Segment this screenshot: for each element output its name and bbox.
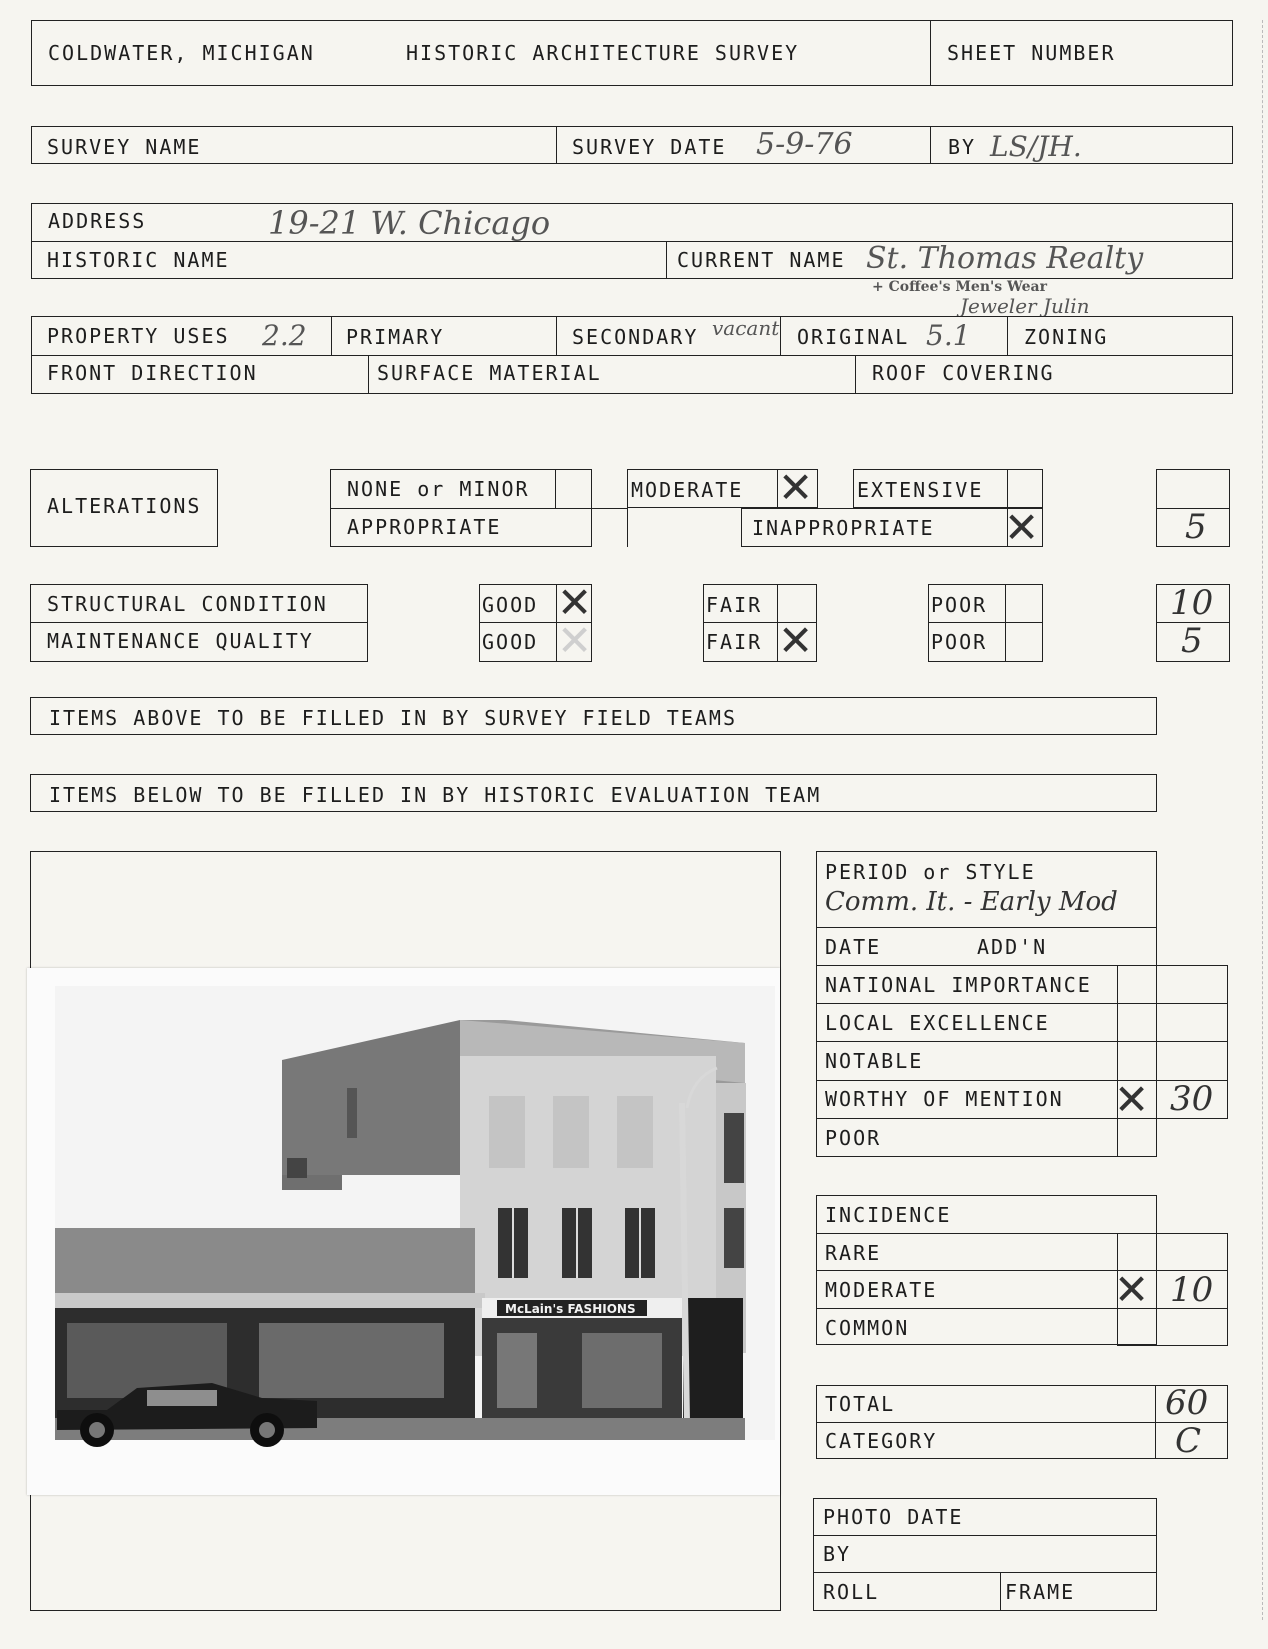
incidence-moderate-label: MODERATE (825, 1278, 938, 1302)
survey-name-label: SURVEY NAME (47, 135, 202, 159)
period-style-value: Comm. It. - Early Mod (825, 887, 1118, 917)
alterations-label: ALTERATIONS (47, 494, 202, 518)
roof-covering-label: ROOF COVERING (872, 361, 1055, 385)
maintenance-poor-label: POOR (931, 630, 988, 654)
none-minor-label: NONE or MINOR (347, 477, 530, 501)
worthy-check-icon: ✕ (1114, 1075, 1150, 1124)
structural-condition-label: STRUCTURAL CONDITION (47, 592, 328, 616)
frame-label: FRAME (1005, 1580, 1076, 1604)
secondary-label: SECONDARY (572, 325, 699, 349)
incidence-label: INCIDENCE (825, 1203, 952, 1227)
appropriate-label: APPROPRIATE (347, 515, 502, 539)
roll-label: ROLL (823, 1580, 880, 1604)
address-value: 19-21 W. Chicago (268, 204, 551, 242)
survey-date-label: SURVEY DATE (572, 135, 727, 159)
worthy-of-mention-label: WORTHY OF MENTION (825, 1087, 1064, 1111)
extensive-label: EXTENSIVE (857, 478, 984, 502)
surface-material-label: SURFACE MATERIAL (377, 361, 602, 385)
by-value: LS/JH. (990, 130, 1082, 163)
address-label: ADDRESS (48, 209, 147, 233)
primary-label: PRIMARY (346, 325, 445, 349)
evaluation-poor-label: POOR (825, 1126, 882, 1150)
photo-date-label: PHOTO DATE (823, 1505, 964, 1529)
original-label: ORIGINAL (797, 325, 910, 349)
property-uses-label: PROPERTY USES (47, 324, 230, 348)
structural-good-label: GOOD (482, 593, 539, 617)
maintenance-good-label: GOOD (482, 630, 539, 654)
incidence-moderate-check-icon: ✕ (1114, 1265, 1150, 1314)
city-label: COLDWATER, MICHIGAN (48, 41, 315, 65)
moderate-check-icon: ✕ (778, 463, 814, 512)
maintenance-quality-label: MAINTENANCE QUALITY (47, 629, 314, 653)
period-style-label: PERIOD or STYLE (825, 860, 1036, 884)
local-excellence-label: LOCAL EXCELLENCE (825, 1011, 1050, 1035)
property-uses-value: 2.2 (262, 319, 307, 352)
worthy-score: 30 (1170, 1079, 1214, 1119)
inappropriate-label: INAPPROPRIATE (752, 516, 935, 540)
below-note: ITEMS BELOW TO BE FILLED IN BY HISTORIC EVALUATION TEAM (49, 783, 822, 807)
structural-good-check-icon: ✕ (557, 578, 593, 627)
total-value: 60 (1165, 1383, 1209, 1423)
category-value: C (1175, 1421, 1202, 1461)
structural-poor-label: POOR (931, 593, 988, 617)
rare-label: RARE (825, 1241, 882, 1265)
photo-by-label: BY (823, 1542, 852, 1566)
alterations-score: 5 (1185, 507, 1207, 547)
building-photograph (27, 968, 780, 1495)
current-name-value: St. Thomas Realty (866, 241, 1144, 276)
front-direction-label: FRONT DIRECTION (47, 361, 258, 385)
maintenance-good-erased-check-icon: ✕ (557, 616, 593, 665)
survey-title: HISTORIC ARCHITECTURE SURVEY (406, 41, 800, 65)
common-label: COMMON (825, 1316, 910, 1340)
historic-name-label: HISTORIC NAME (47, 248, 230, 272)
moderate-label: MODERATE (631, 478, 744, 502)
current-name-label: CURRENT NAME (677, 248, 846, 272)
incidence-score: 10 (1170, 1270, 1214, 1310)
national-importance-label: NATIONAL IMPORTANCE (825, 973, 1092, 997)
maintenance-fair-check-icon: ✕ (778, 616, 814, 665)
survey-date-value: 5-9-76 (756, 127, 853, 162)
current-name-note: + Coffee's Men's Wear (872, 279, 1047, 295)
maintenance-score: 5 (1181, 621, 1203, 661)
sheet-number-label: SHEET NUMBER (947, 41, 1116, 65)
above-note: ITEMS ABOVE TO BE FILLED IN BY SURVEY FIELD TEAMS (49, 706, 738, 730)
inappropriate-check-icon: ✕ (1004, 503, 1040, 552)
structural-fair-label: FAIR (706, 593, 763, 617)
date-label: DATE (825, 935, 882, 959)
zoning-label: ZONING (1024, 325, 1109, 349)
total-label: TOTAL (825, 1392, 896, 1416)
addn-label: ADD'N (977, 935, 1048, 959)
structural-score: 10 (1170, 583, 1214, 623)
maintenance-fair-label: FAIR (706, 630, 763, 654)
by-label: BY (948, 135, 977, 159)
notable-label: NOTABLE (825, 1049, 924, 1073)
secondary-value: vacant (712, 316, 780, 340)
building-photo-image (27, 968, 780, 1495)
original-value: 5.1 (926, 319, 971, 352)
store-sign-text: McLain's FASHIONS (505, 1302, 636, 1316)
current-name-note-2: Jeweler Julin (960, 294, 1090, 318)
category-label: CATEGORY (825, 1429, 938, 1453)
